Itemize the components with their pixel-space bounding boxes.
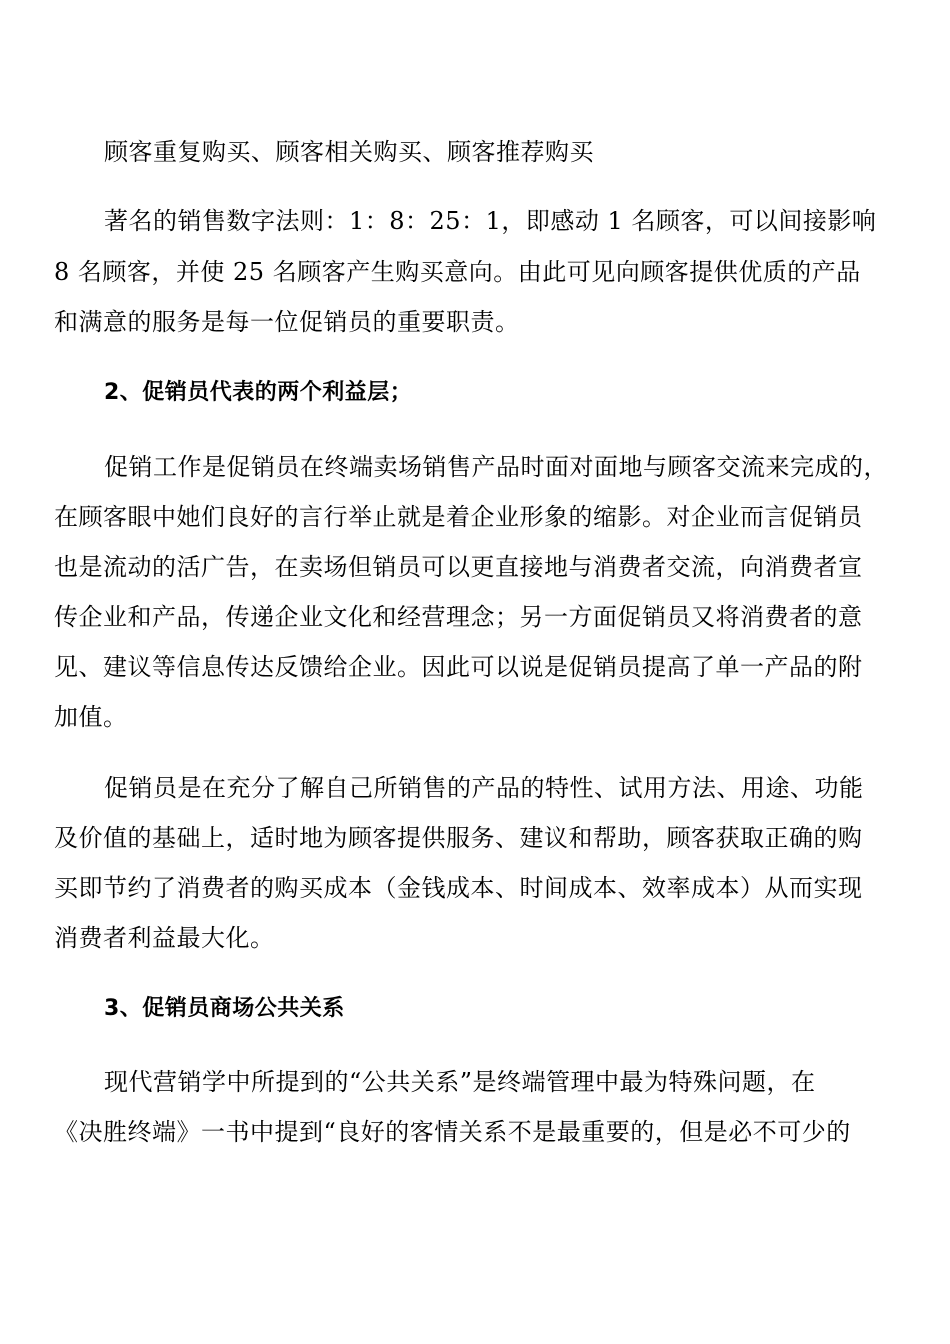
paragraph-line: 及价值的基础上，适时地为顾客提供服务、建议和帮助，顾客获取正确的购 <box>54 824 863 852</box>
section-heading-2: 2、促销员代表的两个利益层； <box>104 380 413 405</box>
paragraph-line: 和满意的服务是每一位促销员的重要职责。 <box>54 308 520 336</box>
paragraph-line: 买即节约了消费者的购买成本（金钱成本、时间成本、效率成本）从而实现 <box>54 874 863 902</box>
paragraph-line: 顾客重复购买、顾客相关购买、顾客推荐购买 <box>104 138 594 166</box>
section-heading-3: 3、促销员商场公共关系 <box>104 996 345 1021</box>
paragraph-line: 也是流动的活广告，在卖场但销员可以更直接地与消费者交流，向消费者宣 <box>54 553 863 581</box>
paragraph-line: 著名的销售数字法则：1：8：25：1，即感动 1 名顾客，可以间接影响 <box>104 207 877 235</box>
paragraph-line: 加值。 <box>54 703 128 731</box>
paragraph-line: 现代营销学中所提到的“公共关系”是终端管理中最为特殊问题，在 <box>104 1068 816 1096</box>
paragraph-line: 促销工作是促销员在终端卖场销售产品时面对面地与顾客交流来完成的， <box>104 453 888 481</box>
paragraph-line: 见、建议等信息传达反馈给企业。因此可以说是促销员提高了单一产品的附 <box>54 653 863 681</box>
paragraph-line: 《决胜终端》一书中提到“良好的客情关系不是最重要的，但是必不可少的 <box>54 1118 851 1146</box>
paragraph-line: 在顾客眼中她们良好的言行举止就是着企业形象的缩影。对企业而言促销员 <box>54 503 863 531</box>
paragraph-line: 促销员是在充分了解自己所销售的产品的特性、试用方法、用途、功能 <box>104 774 864 802</box>
paragraph-line: 8 名顾客，并使 25 名顾客产生购买意向。由此可见向顾客提供优质的产品 <box>54 258 861 286</box>
paragraph-line: 消费者利益最大化。 <box>54 924 275 952</box>
paragraph-line: 传企业和产品，传递企业文化和经营理念；另一方面促销员又将消费者的意 <box>54 603 863 631</box>
